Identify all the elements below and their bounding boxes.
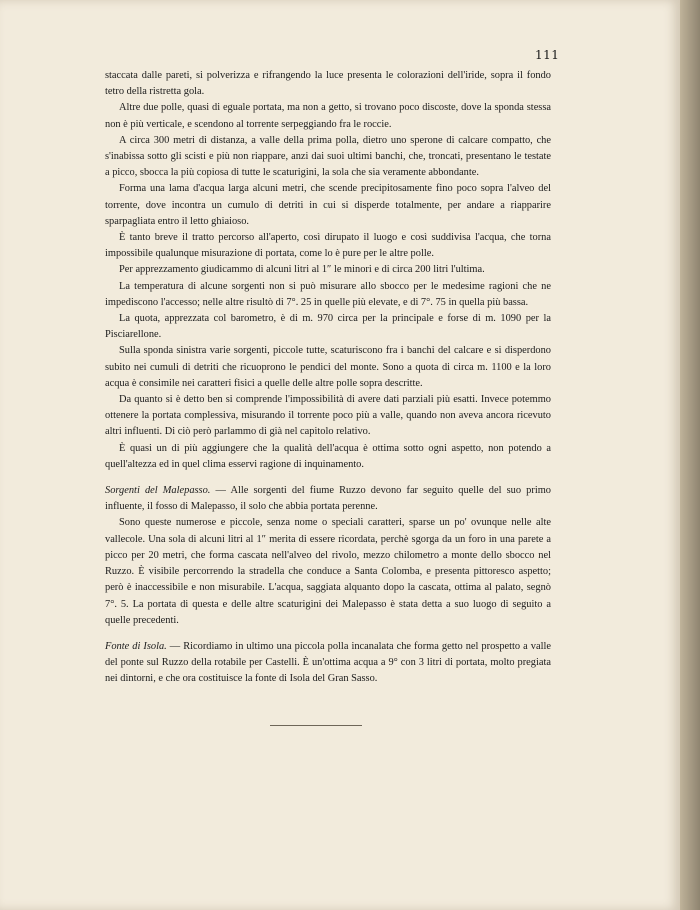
paragraph: Altre due polle, quasi di eguale portata, ma non a getto, si trovano poco discoste, dove la sponda stessa non è più verticale, e scendono al torrente serpeggiando fra le roccie. xyxy=(105,102,551,130)
page-number: 111 xyxy=(535,48,560,62)
paragraph: La quota, apprezzata col barometro, è di m. 970 circa per la principale e forse di m. 1090 per la Pisciarellone. xyxy=(105,313,551,341)
paragraph: A circa 300 metri di distanza, a valle della prima polla, dietro uno sperone di calcare compatto, che s'inabissa sotto gli scisti e più non riappare, anzi dai suoi ultimi banchi, che, troncati, presentano le testate a picco, sbocca la più copiosa di tutte le scaturigini, la sola che sia veramente abbondante. xyxy=(105,134,551,179)
page-text xyxy=(105,68,551,688)
section-title-malepasso: Sorgenti del Malepasso. xyxy=(105,485,211,497)
section-text: — Alle sorgenti del fiume Ruzzo devono far seguito quelle del suo primo influente, il fosso di Malepasso, il solo che abbia portata perenne. xyxy=(105,485,551,513)
paragraph: La temperatura di alcune sorgenti non si può misurare allo sbocco per le medesime ragioni che ne impediscono l'accesso; nelle altre risultò di 7°. 25 in quelle più elevate, e di 7°. 75 in quella più bassa. xyxy=(105,280,551,308)
paragraph: Forma una lama d'acqua larga alcuni metri, che scende precipitosamente fino poco sopra l'alveo del torrente, dove incontra un cumulo di detriti in cui si disperde totalmente, per andare a riapparire sparpagliata entro il letto ghiaioso. xyxy=(105,183,551,227)
paragraph: È tanto breve il tratto percorso all'aperto, così dirupato il luogo e così suddivisa l'acqua, che torna impossibile qualunque misurazione di portata, come lo è pure per le altre polle. xyxy=(105,232,551,260)
section-title-isola: Fonte di Isola. xyxy=(105,640,167,652)
section-text: — Ricordiamo in ultimo una piccola polla incanalata che forma getto nel prospetto a valle del ponte sul Ruzzo della rotabile per Castelli. È un'ottima acqua a 9° con 3 litri di portata, molto pregiata nei dintorni, e che ora costituisce la fonte di Isola del Gran Sasso. xyxy=(105,640,551,685)
book-edge xyxy=(680,0,700,910)
end-divider xyxy=(270,725,362,726)
paragraph: Per apprezzamento giudicammo di alcuni litri al 1″ le minori e di circa 200 litri l'ultima. xyxy=(119,264,485,276)
paragraph: Da quanto si è detto ben si comprende l'impossibilità di avere dati parziali più esatti. Invece potemmo ottenere la portata complessiva, misurando il torrente poco più a valle, quando non aveva ancora ricevuto altri influenti. Di ciò però parlammo di già nel capitolo relativo. xyxy=(105,394,551,438)
section-paragraph-isola xyxy=(105,639,551,688)
paragraph: Sono queste numerose e piccole, senza nome o speciali caratteri, sparse un po' ovunque nelle alte vallecole. Una sola di alcuni litri al 1″ merita di essere ricordata, perchè sgorga da un foro in una parete a picco per 20 metri, che forma cascata nell'alveo del rivolo, mezzo chilometro a monte dello sbocco nel Ruzzo. È visibile percorrendo la stradella che conduce a Santa Colomba, e presenta pittoresco aspetto; però è inaccessibile e non misurabile. L'acqua, saggiata alquanto dopo la cascata, ottima al palato, segnò 7°. 5. La portata di questa e delle altre scaturigini dei Malepasso è stata detta a suo luogo di seguito a quelle precedenti. xyxy=(105,517,551,626)
paragraph: staccata dalle pareti, si polverizza e rifrangendo la luce presenta le colorazioni dell'iride, sopra il fondo tetro della ristretta gola. xyxy=(105,70,551,98)
paragraph: È quasi un di più aggiungere che la qualità dell'acqua è ottima sotto ogni aspetto, non potendo a quell'altezza ed in quel clima esservi ragione di inquinamento. xyxy=(105,442,551,470)
paragraph: Sulla sponda sinistra varie sorgenti, piccole tutte, scaturiscono fra i banchi del calcare e si disperdono subito nei cumuli di detriti che ricuoprono le pendici del monte. Sono a quota di circa m. 1100 e la loro acqua è consimile nei caratteri fisici a quelle delle altre polle sopra descritte. xyxy=(105,345,551,389)
section-paragraph-malepasso xyxy=(105,483,551,515)
